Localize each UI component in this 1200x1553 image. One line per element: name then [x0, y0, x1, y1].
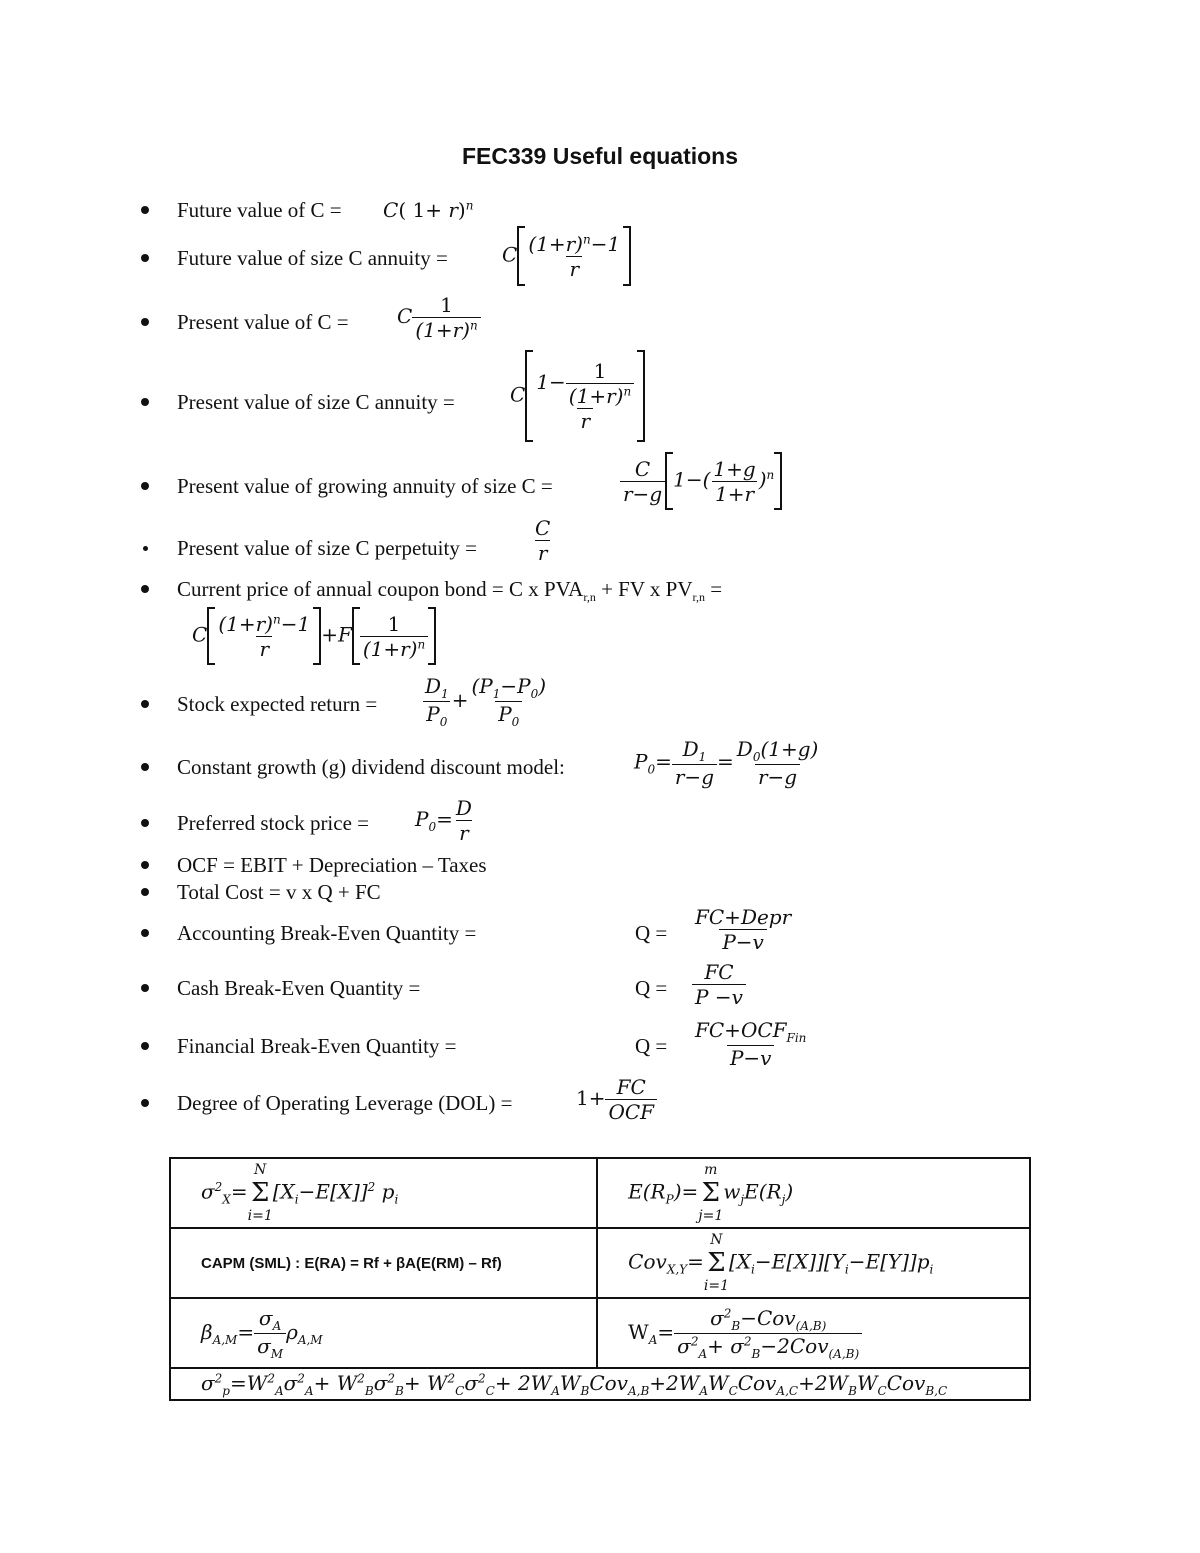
- bullet-icon: [141, 861, 149, 869]
- bullet-icon: [141, 819, 149, 827]
- formula: C $\frac{1}{(1+r)^n}$: [397, 293, 481, 342]
- formula: $\frac{FC}{P -v}$: [692, 960, 746, 1009]
- formula: C( 1+ r)$^n$: [383, 198, 474, 222]
- bullet-icon: [141, 700, 149, 708]
- bullet-icon: [141, 482, 149, 490]
- covariance-formula: Cov$_{X,Y}$= N Σ i=1 $[X_i-E[X]][Y_i-E[Y]]p_i$: [597, 1228, 1030, 1298]
- formula: $P_0=$ $\frac{D_1}{r-g}$ = $\frac{D_0(1+g)}{r-g}$: [634, 737, 819, 789]
- bullet-icon: [141, 254, 149, 262]
- variance-formula: $\sigma^2_X=$ N Σ i=1 $[X_i-E[X]]^2$ $p_i$: [170, 1158, 597, 1228]
- formula: 1+ $\frac{FC}{\text{OCF}}$: [576, 1075, 657, 1124]
- portfolio-variance-formula: $\sigma^2_p=W^2_A\sigma^2_A+ W^2_B\sigma^2_B+ W^2_C\sigma^2_C+ 2W_AW_BCov_{A,B}+2W_AW_CCov_{A,C}+2W_BW_CCov_{B,C}$: [170, 1368, 1030, 1400]
- capm-formula: CAPM (SML) : E(RA) = Rf + βA(E(RM) – Rf): [170, 1228, 597, 1298]
- formula: $\frac{D_1}{P_0}$ + $\frac{(P_1-P_0)}{P_0}$: [425, 674, 547, 729]
- bullet-icon: [141, 929, 149, 937]
- bullet-icon: [141, 398, 149, 406]
- formula: C 1− $\frac{1}{(1+r)^n}$ r: [510, 350, 645, 442]
- formula: C $\frac{(1+r)^n-1}{r}$ +F $\frac{1}{(1+r)^n}$: [192, 607, 436, 665]
- bullet-icon: [141, 206, 149, 214]
- bullet-icon: [141, 984, 149, 992]
- beta-formula: $\beta_{A,M}=$ $\frac{\sigma_A}{\sigma_M}$ $\rho_{A,M}$: [170, 1298, 597, 1368]
- bullet-icon: [141, 1042, 149, 1050]
- formula: $\frac{C}{r-g}$ 1−( $\frac{1+g}{1+r}$ )$^n$: [620, 452, 782, 510]
- formula: $\frac{FC+OCF_{Fin}}{P-v}$: [695, 1018, 807, 1070]
- bullet-icon: [141, 318, 149, 326]
- bullet-icon: [141, 1099, 149, 1107]
- formula: $\frac{\text{FC+Depr}}{P-v}$: [695, 905, 792, 954]
- bullet-icon: [141, 888, 149, 896]
- weight-formula: $W_A=$ $\frac{\sigma^2_B-Cov_{(A,B)}}{\sigma^2_A+ \sigma^2_B-2Cov_{(A,B)}}$: [597, 1298, 1030, 1368]
- page-title: FEC339 Useful equations: [461, 143, 739, 169]
- formula: C $\frac{(1+r)^n-1}{r}$: [502, 226, 631, 286]
- formula: $P_0=$ $\frac{D}{r}$: [415, 796, 472, 845]
- formula: $\frac{C}{r}$: [535, 516, 551, 565]
- bullet-icon: [143, 546, 148, 551]
- bullet-icon: [141, 585, 149, 593]
- bullet-icon: [141, 763, 149, 771]
- equation-table: [169, 1157, 1031, 1401]
- portfolio-return-formula: $E(R_P)=$ m Σ j=1 $w_jE(R_j)$: [597, 1158, 1030, 1228]
